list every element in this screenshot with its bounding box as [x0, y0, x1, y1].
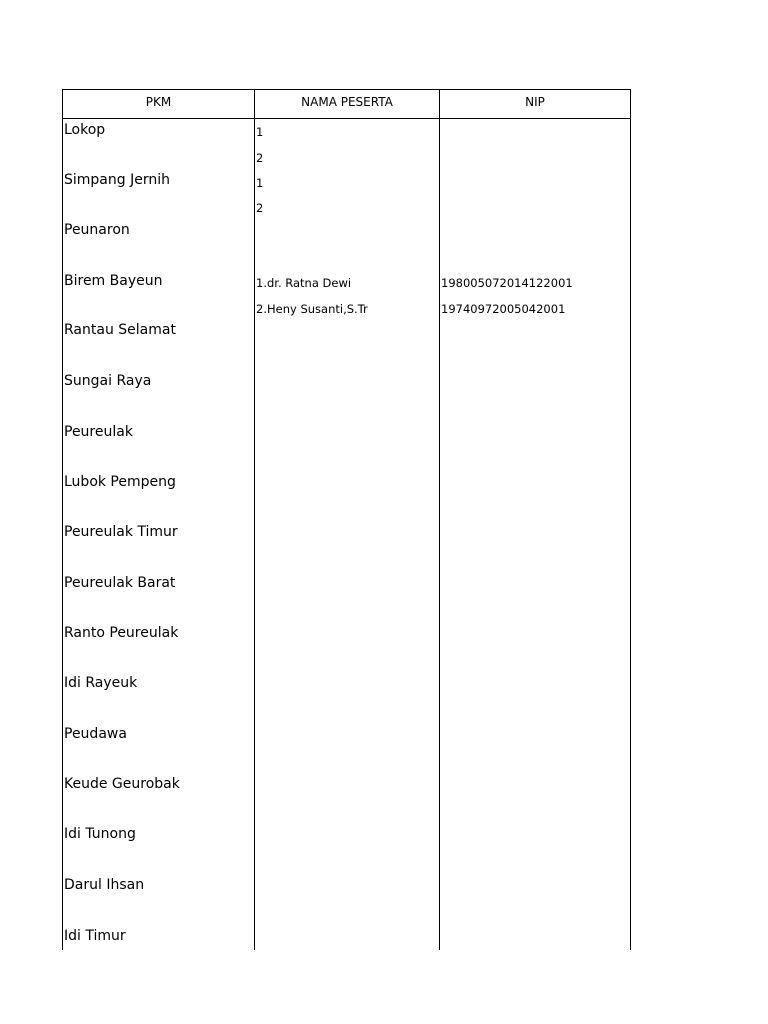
pkm-cell: Ranto Peureulak	[64, 625, 179, 641]
nip-cell: 19740972005042001	[441, 302, 566, 316]
peserta-cell: 2.Heny Susanti,S.Tr	[256, 302, 368, 316]
nip-cell: 198005072014122001	[441, 276, 573, 290]
header-pkm: PKM	[145, 95, 172, 109]
pkm-cell: Simpang Jernih	[64, 172, 170, 188]
peserta-cell: 1.dr. Ratna Dewi	[256, 276, 352, 290]
peserta-cell: 2	[256, 201, 264, 215]
table-right-border	[630, 89, 631, 950]
header-nip: NIP	[525, 95, 545, 109]
pkm-cell: Darul Ihsan	[64, 877, 145, 893]
column-divider-2	[439, 89, 440, 950]
pkm-cell: Peudawa	[64, 726, 127, 742]
pkm-cell: Birem Bayeun	[64, 273, 163, 289]
pkm-cell: Idi Rayeuk	[64, 675, 138, 691]
table-header-bottom-border	[62, 118, 631, 119]
pkm-cell: Sungai Raya	[64, 373, 152, 389]
peserta-cell: 2	[256, 151, 264, 165]
column-divider-1	[254, 89, 255, 950]
pkm-cell: Peureulak	[64, 424, 133, 440]
peserta-cell: 1	[256, 125, 264, 139]
pkm-cell: Rantau Selamat	[64, 322, 176, 338]
pkm-cell: Peureulak Barat	[64, 575, 176, 591]
header-nama-peserta: NAMA PESERTA	[301, 95, 393, 109]
peserta-cell: 1	[256, 176, 264, 190]
pkm-cell: Keude Geurobak	[64, 776, 180, 792]
pkm-cell: Lokop	[64, 122, 106, 138]
pkm-cell: Idi Tunong	[64, 826, 136, 842]
pkm-cell: Peureulak Timur	[64, 524, 178, 540]
pkm-cell: Lubok Pempeng	[64, 474, 176, 490]
table-left-border	[62, 89, 63, 950]
pkm-cell: Idi Timur	[64, 928, 126, 944]
pkm-cell: Peunaron	[64, 222, 130, 238]
